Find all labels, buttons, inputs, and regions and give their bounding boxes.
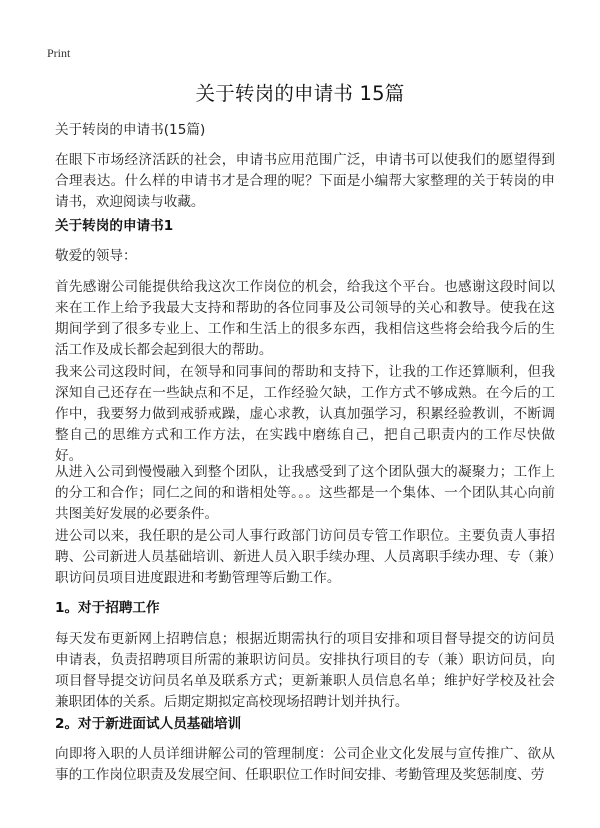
- body-paragraph: 我来公司这段时间，在领导和同事间的帮助和支持下，让我的工作还算顺利，但我深知自己还存在一些缺点和不足，工作经验欠缺，工作方式不够成熟。在今后的工作中，我要努力做到戒骄戒躁，虚心求教，认真加强学习，积累经验教训，不断调整自己的思维方式和工作方法，在实践中磨练自己，把自己职责内的工作尽快做好。: [55, 364, 555, 464]
- item-paragraph-recruitment: 每天发布更新网上招聘信息；根据近期需执行的项目安排和项目督导提交的访问员申请表，负责招聘项目所需的兼职访问员。安排执行项目的专（兼）职访问员，向项目督导提交访问员名单及联系方式；更新兼职人员信息名单；维护好学校及社会兼职团体的关系。后期定期拟定高校现场招聘计划并执行。: [55, 631, 555, 710]
- body-paragraph: 首先感谢公司能提供给我这次工作岗位的机会，给我这个平台。也感谢这段时间以来在工作上给予我最大支持和帮助的各位同事及公司领导的关心和教导。使我在这期间学到了很多专业上、工作和生活上的很多东西，我相信这些将会给我今后的生活工作及成长都会起到很大的帮助。: [55, 279, 555, 358]
- item-heading-recruitment: 1。对于招聘工作: [55, 600, 160, 616]
- print-label[interactable]: Print: [47, 46, 71, 60]
- body-paragraph: 进公司以来，我任职的是公司人事行政部门访问员专管工作职位。主要负责人事招聘、公司新进人员基础培训、新进人员入职手续办理、人员离职手续办理、专（兼）职访问员项目进度跟进和考勤管理等后勤工作。: [55, 528, 555, 586]
- greeting: 敬爱的领导：: [55, 248, 137, 264]
- page-title: 关于转岗的申请书 15篇: [195, 82, 405, 105]
- intro-paragraph: 在眼下市场经济活跃的社会，申请书应用范围广泛，申请书可以使我们的愿望得到合理表达。什么样的申请书才是合理的呢？下面是小编帮大家整理的关于转岗的申请书，欢迎阅读与收藏。: [55, 152, 555, 210]
- body-paragraph: 从进入公司到慢慢融入到整个团队，让我感受到了这个团队强大的凝聚力；工作上的分工和合作；同仁之间的和谐相处等。。。这些都是一个集体、一个团队其心向前共图美好发展的必要条件。: [55, 464, 555, 522]
- document-subtitle: 关于转岗的申请书(15篇): [55, 122, 206, 138]
- item-heading-training: 2。对于新进面试人员基础培训: [55, 716, 242, 732]
- item-paragraph-training: 向即将入职的人员详细讲解公司的管理制度：公司企业文化发展与宣传推广、欲从事的工作岗位职责及发展空间、任职职位工作时间安排、考勤管理及奖惩制度、劳: [55, 746, 555, 783]
- section-heading: 关于转岗的申请书1: [55, 218, 174, 234]
